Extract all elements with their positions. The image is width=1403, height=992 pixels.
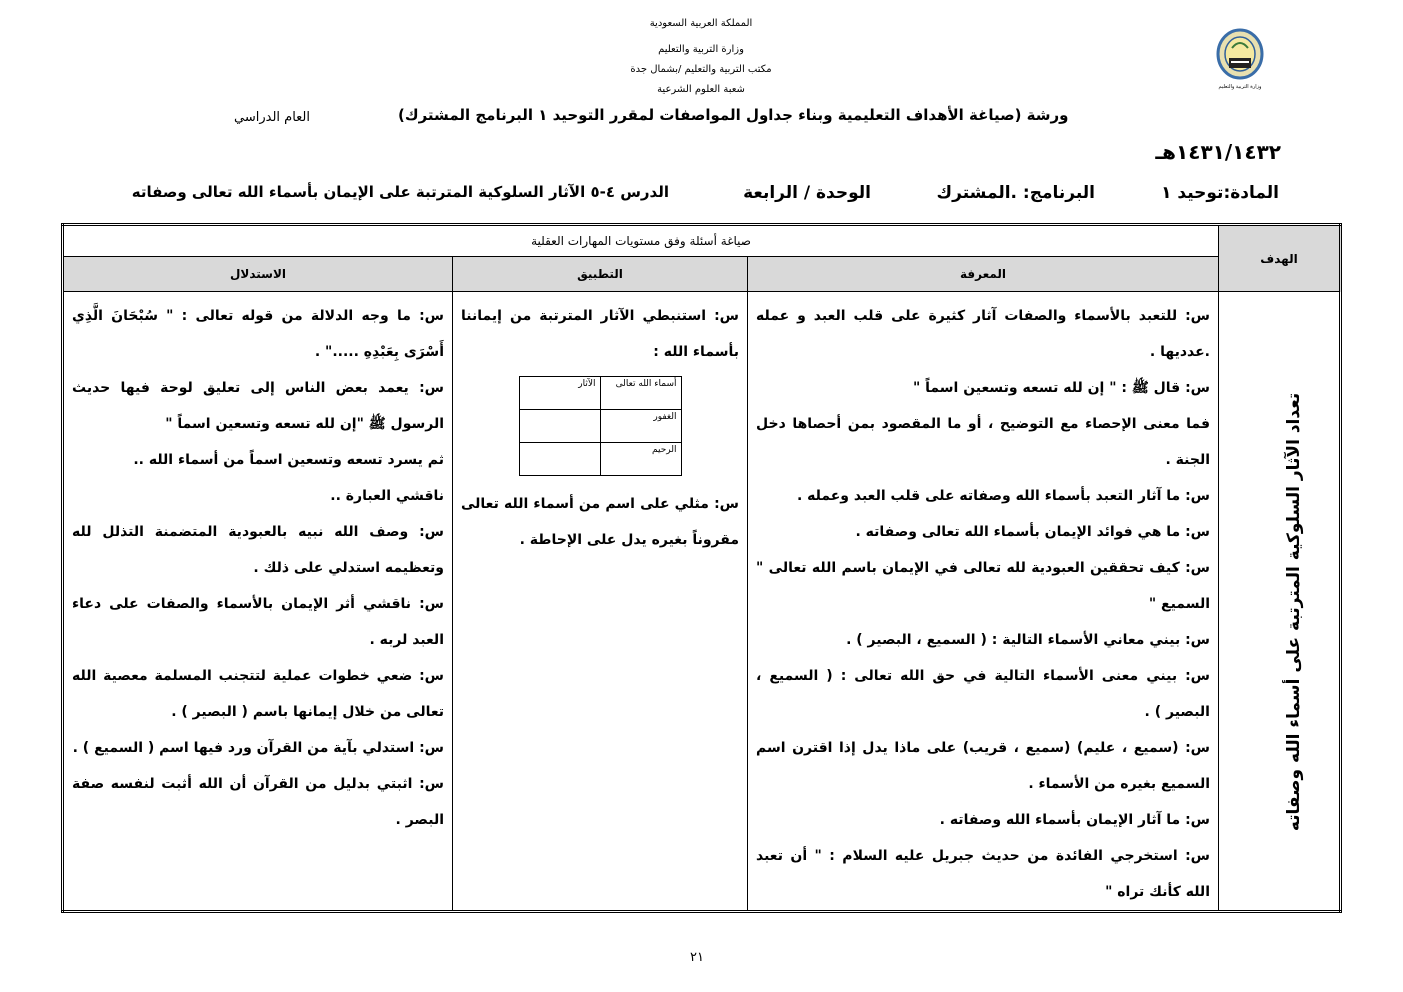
knowledge-question: فما معنى الإحصاء مع التوضيح ، أو ما المقصود بمن أحصاها دخل الجنة . [756, 416, 1210, 468]
ministry-logo-icon [1212, 28, 1268, 86]
academic-year: ١٤٣١/١٤٣٢هـ [1155, 140, 1281, 164]
mini-row-name: الرحيم [600, 443, 681, 476]
subject-label: المادة:توحيد ١ [1161, 183, 1279, 203]
office-name: مكتب التربية والتعليم /بشمال جدة [630, 64, 772, 75]
names-effects-table [519, 376, 682, 476]
goal-cell [1219, 292, 1341, 912]
knowledge-question: س: ما هي فوائد الإيمان بأسماء الله تعالى وصفاته . [855, 524, 1210, 540]
inference-question: ثم يسرد تسعه وتسعين اسماً من أسماء الله .. [133, 452, 444, 468]
goal-text: تعداد الآثار السلوكية المترتبة على أسماء الله وصفاته [1284, 392, 1304, 832]
inference-question: س: يعمد بعض الناس إلى تعليق لوحة فيها حديث الرسول ﷺ "إن لله تسعه وتسعين اسماً " [72, 380, 444, 432]
inference-question: س: استدلي بآية من القرآن ورد فيها اسم ( السميع ) . [72, 740, 444, 756]
knowledge-question: س: بيني معنى الأسماء التالية في حق الله تعالى : ( السميع ، البصير ) . [756, 668, 1210, 720]
logo-caption: وزارة التربية والتعليم [1218, 84, 1262, 90]
mini-row-effect [519, 443, 600, 476]
knowledge-cell [748, 292, 1219, 912]
inference-question: س: اثبتي بدليل من القرآن أن الله أثبت لنفسه صفة البصر . [72, 776, 444, 828]
knowledge-question: س: ما آثار الإيمان بأسماء الله وصفاته . [939, 812, 1210, 828]
application-header: التطبيق [453, 257, 748, 292]
mini-header-names: أسماء الله تعالى [600, 377, 681, 410]
knowledge-question: س: استخرجي الفائدة من حديث جبريل عليه السلام : " أن تعبد الله كأنك تراه " [756, 848, 1210, 900]
inference-cell [63, 292, 453, 912]
inference-question: س: ضعي خطوات عملية لتتجنب المسلمة معصية الله تعالى من خلال إيمانها باسم ( البصير ) . [72, 668, 444, 720]
application-cell [453, 292, 748, 912]
mini-header-effects: الآثار [519, 377, 600, 410]
mini-row-effect [519, 410, 600, 443]
knowledge-question: س: كيف تحققين العبودية لله تعالى في الإيمان باسم الله تعالى " السميع " [756, 560, 1210, 612]
academic-year-label: العام الدراسي [234, 110, 311, 125]
knowledge-question: س: ما آثار التعبد بأسماء الله وصفاته على قلب العبد وعمله . [796, 488, 1210, 504]
unit-label: الوحدة / الرابعة [743, 183, 871, 203]
inference-question: س: ما وجه الدلالة من قوله تعالى : " سُبْحَانَ الَّذِي أَسْرَى بِعَبْدِهِ ....." . [72, 308, 444, 360]
goal-header: الهدف [1219, 225, 1341, 292]
section-name: شعبة العلوم الشرعية [657, 84, 745, 95]
inference-question: س: وصف الله نبيه بالعبودية المتضمنة التذلل لله وتعظيمه استدلي على ذلك . [72, 524, 444, 576]
knowledge-question: س: بيني معاني الأسماء التالية : ( السميع ، البصير ) . [846, 632, 1210, 648]
lesson-label: الدرس ٤-٥ الآثار السلوكية المترتبة على الإيمان بأسماء الله تعالى وصفاته [131, 183, 669, 201]
knowledge-question: س: للتعبد بالأسماء والصفات آثار كثيرة على قلب العبد و عمله .عدديها . [756, 308, 1210, 360]
page-number: ٢١ [690, 950, 704, 965]
specification-table [61, 223, 1342, 913]
program-label: البرنامج: .المشترك [936, 183, 1095, 203]
application-question: س: مثلي على اسم من أسماء الله تعالى مقروناً بغيره يدل على الإحاطة . [461, 496, 739, 548]
workshop-title: ورشة (صياغة الأهداف التعليمية وبناء جداول المواصفات لمقرر التوحيد ١ البرنامج المشترك) [398, 106, 1069, 124]
knowledge-question: س: (سميع ، عليم) (سميع ، قريب) على ماذا يدل إذا اقترن اسم السميع بغيره من الأسماء . [756, 740, 1210, 792]
inference-question: ناقشي العبارة .. [330, 488, 444, 504]
mini-row-name: الغفور [600, 410, 681, 443]
kingdom-name: المملكة العربية السعودية [649, 18, 753, 29]
knowledge-question: س: قال ﷺ : " إن لله تسعه وتسعين اسماً " [912, 380, 1210, 396]
inference-header: الاستدلال [63, 257, 453, 292]
knowledge-header: المعرفة [748, 257, 1219, 292]
questions-header: صياغة أسئلة وفق مستويات المهارات العقلية [63, 225, 1219, 257]
application-question: س: استنبطي الآثار المترتبة من إيماننا بأسماء الله : [461, 308, 739, 360]
inference-question: س: ناقشي أثر الإيمان بالأسماء والصفات على دعاء العبد لربه . [72, 596, 444, 648]
ministry-name: وزارة التربية والتعليم [658, 44, 744, 55]
